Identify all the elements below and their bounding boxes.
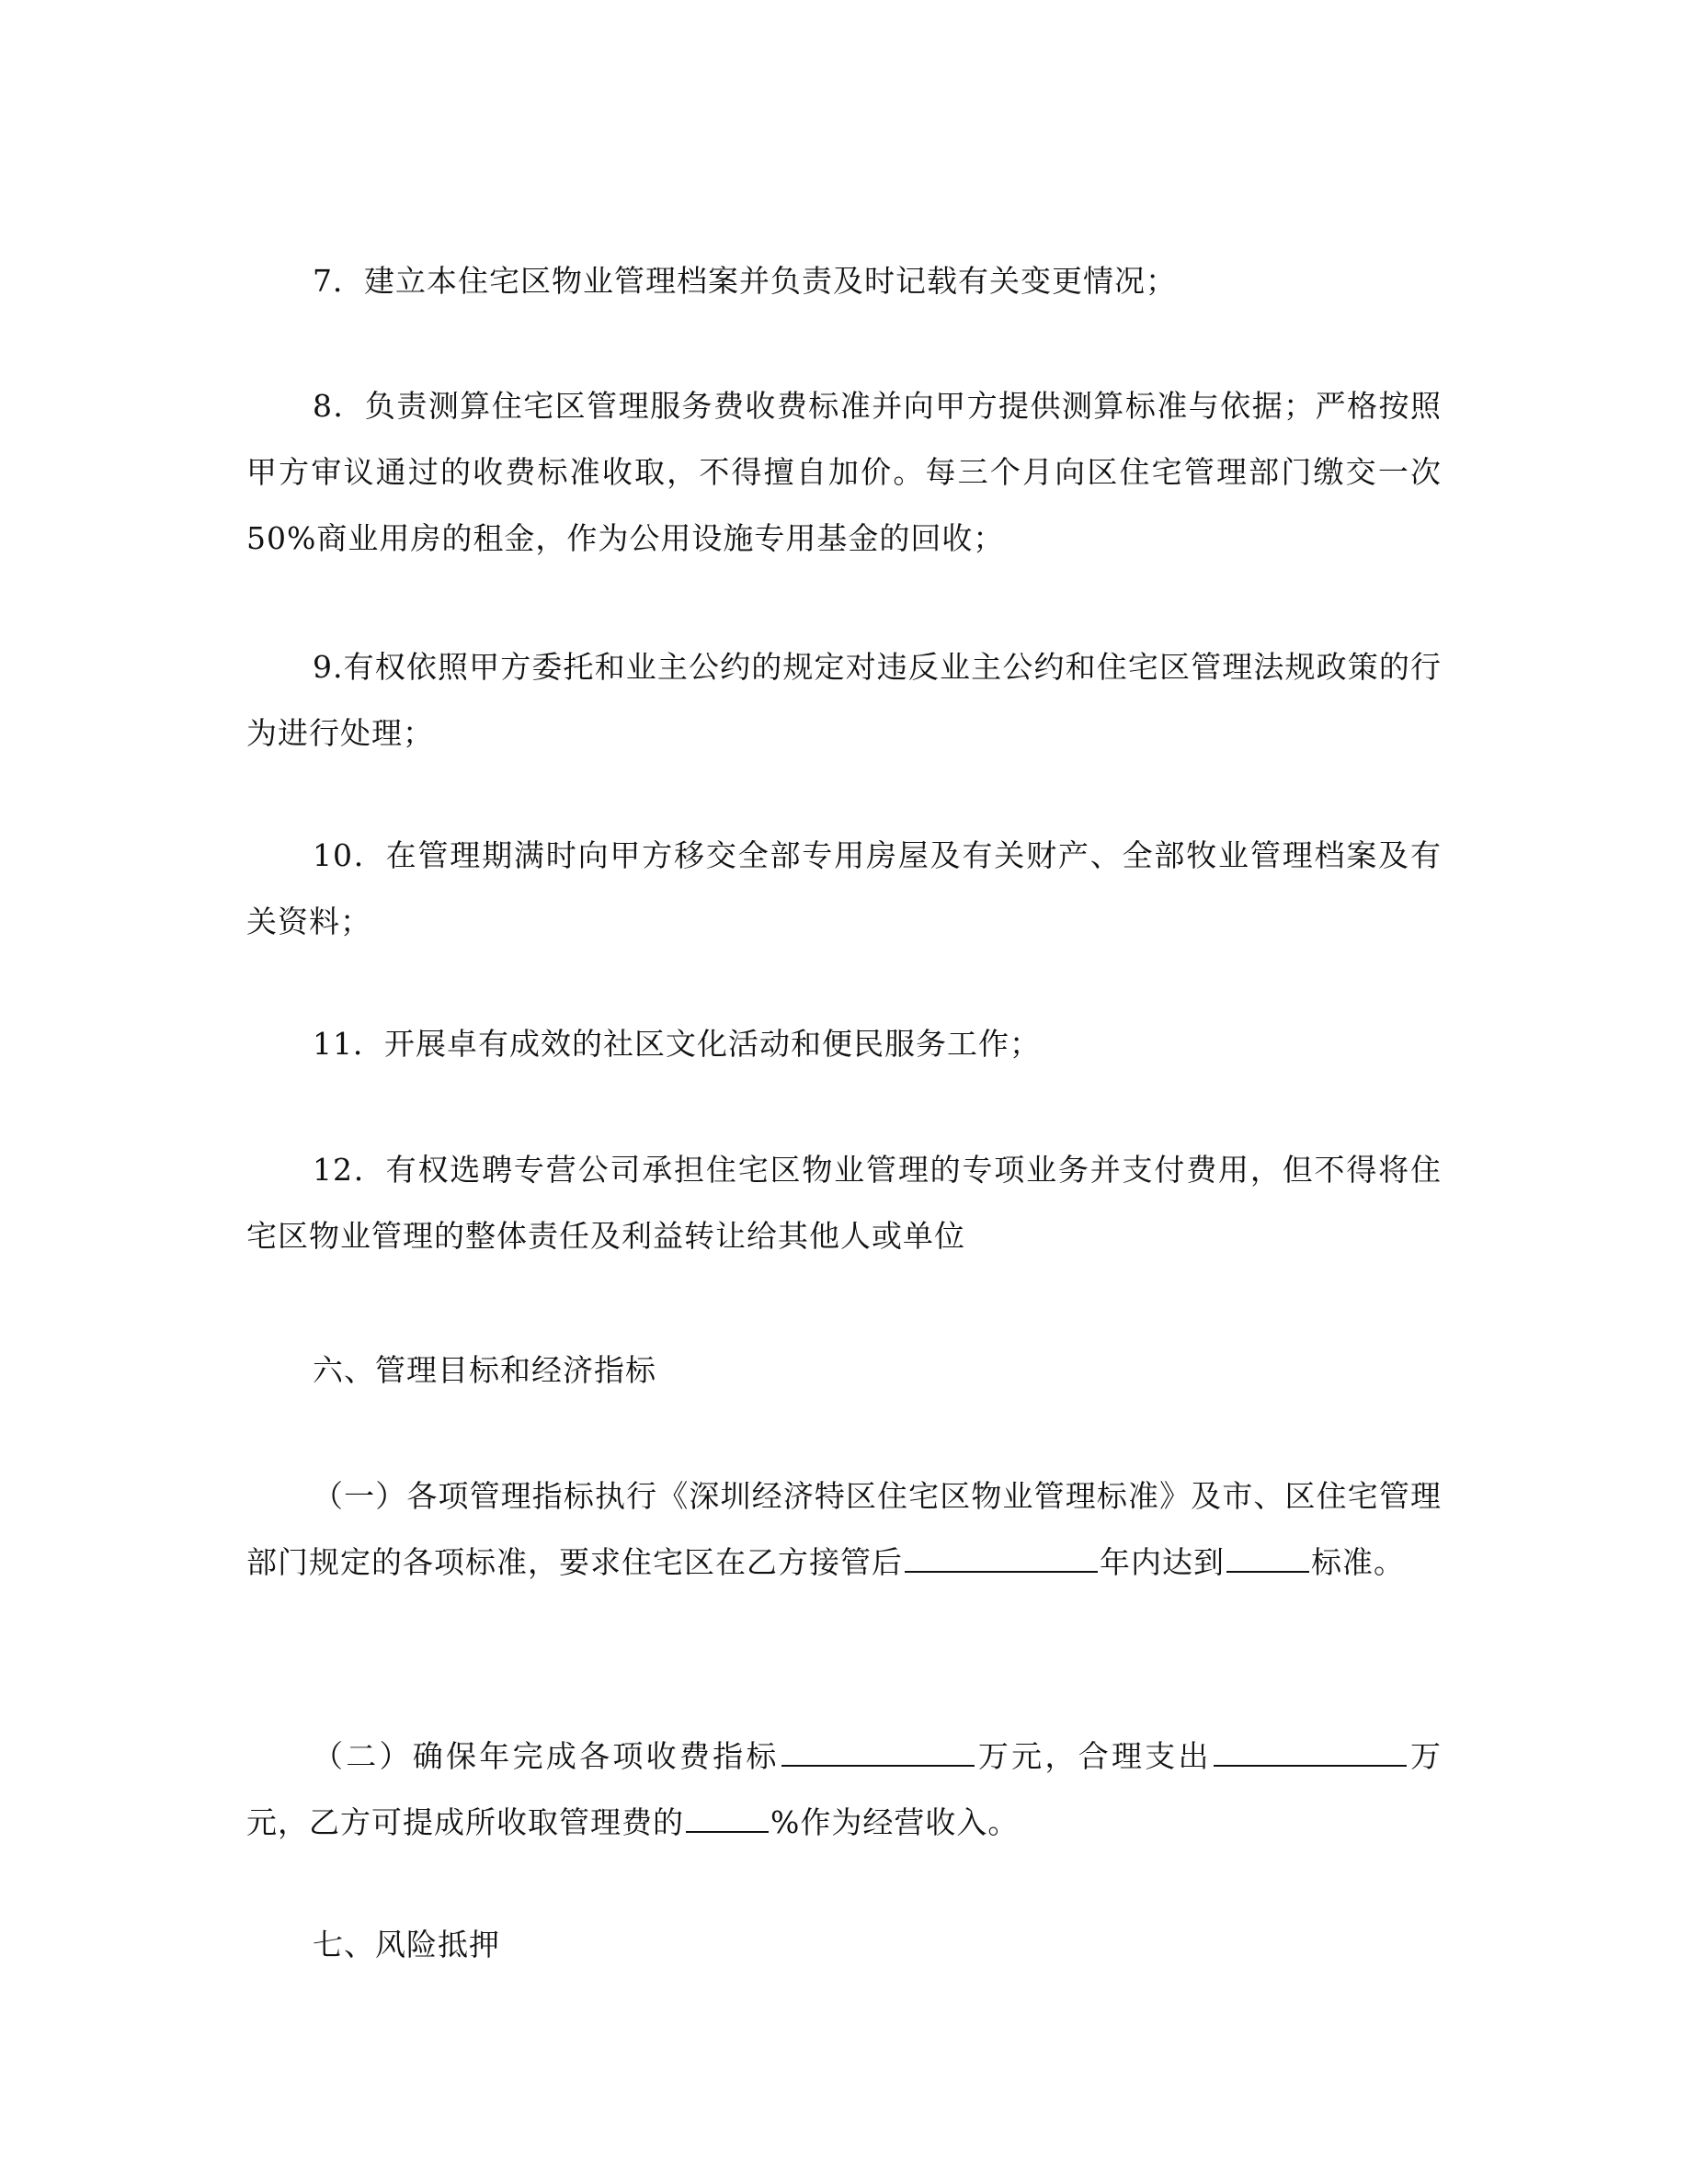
section-6-item-2 [246,1723,1442,1856]
blank-percent-field [686,1801,769,1833]
section-7-heading: 七、风险抵押 [313,1927,500,1962]
section-6-item-1-text-b: 年内达到 [1100,1544,1225,1580]
blank-income-target-field [781,1735,975,1767]
section-6-item-1-text-c: 标准。 [1311,1544,1405,1580]
clause-11: 11．开展卓有成效的社区文化活动和便民服务工作； [313,1026,1041,1062]
section-6-item-2-text-c: 万元，乙方可提成所收取管理费的 [246,1738,1443,1840]
clause-10: 10．在管理期满时向甲方移交全部专用房屋及有关财产、全部牧业管理档案及有关资料； [246,837,1442,939]
section-6-item-1 [246,1463,1442,1596]
clause-7: 7．建立本住宅区物业管理档案并负责及时记载有关变更情况； [313,263,1177,299]
blank-years-field [905,1541,1098,1573]
clause-9: 9.有权依照甲方委托和业主公约的规定对违反业主公约和住宅区管理法规政策的行为进行处理； [246,649,1442,751]
blank-standard-field [1226,1541,1309,1573]
section-6-item-2-text-b: 万元，合理支出 [975,1738,1212,1774]
blank-expense-field [1214,1735,1407,1767]
section-6-item-2-text-d: %作为经营收入。 [770,1804,1020,1840]
clause-12: 12．有权选聘专营公司承担住宅区物业管理的专项业务并支付费用，但不得将住宅区物业管理的整体责任及利益转让给其他人或单位 [246,1152,1442,1254]
section-6-item-2-text-a: （二）确保年完成各项收费指标 [313,1738,780,1774]
clause-8: 8．负责测算住宅区管理服务费收费标准并向甲方提供测算标准与依据；严格按照甲方审议通过的收费标准收取，不得擅自加价。每三个月向区住宅管理部门缴交一次50%商业用房的租金，作为公用设施专用基金的回收； [246,388,1442,556]
section-6-heading: 六、管理目标和经济指标 [313,1352,656,1388]
section-6-item-1-text-a: （一）各项管理指标执行《深圳经济特区住宅区物业管理标准》及市、区住宅管理部门规定的各项标准，要求住宅区在乙方接管后 [246,1478,1442,1580]
